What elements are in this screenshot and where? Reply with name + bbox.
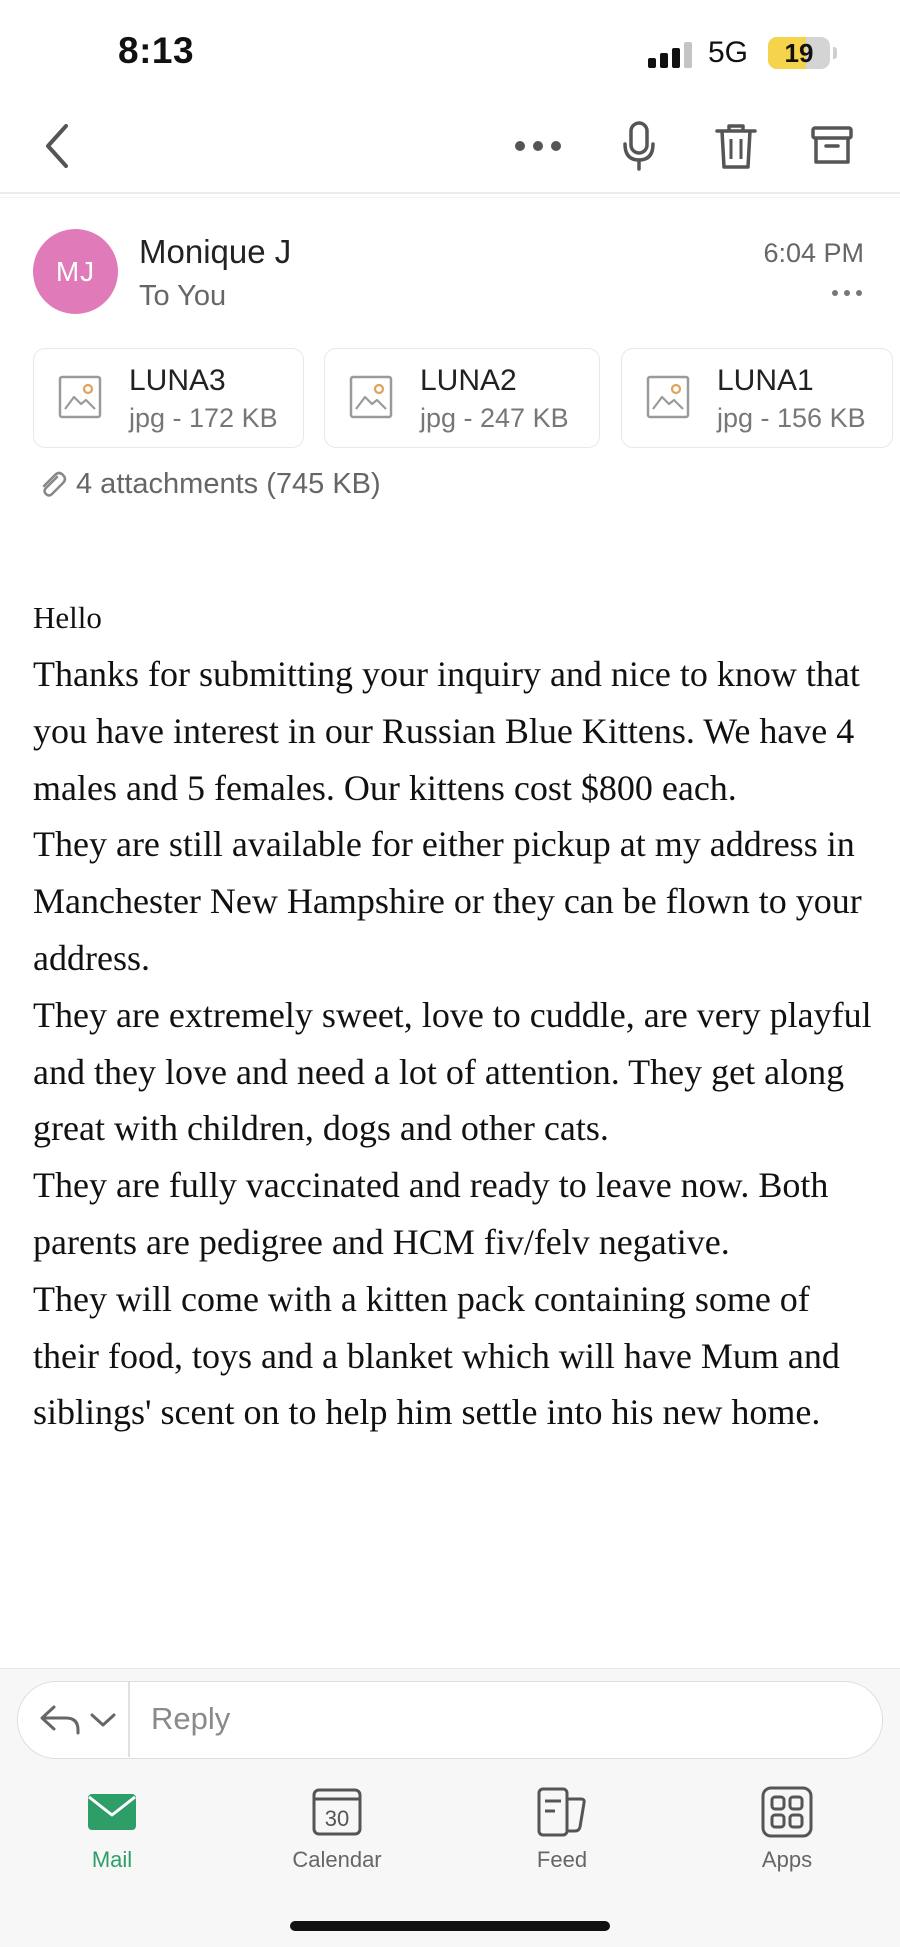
attachment-meta: jpg - 247 KB: [420, 403, 569, 433]
attachment-card[interactable]: [324, 348, 600, 448]
back-icon: [38, 122, 78, 170]
battery-cap: [833, 47, 837, 59]
attachment-name: LUNA2: [420, 364, 517, 397]
reply-options-button[interactable]: [38, 1696, 128, 1744]
image-file-icon: [646, 375, 690, 419]
attachment-meta: jpg - 156 KB: [717, 403, 866, 433]
calendar-icon: [310, 1785, 364, 1839]
reply-bar[interactable]: [17, 1681, 883, 1759]
back-button[interactable]: [26, 114, 90, 178]
toolbar-divider: [0, 192, 900, 194]
status-bar: [0, 0, 900, 100]
reply-icon: [38, 1703, 82, 1737]
tab-feed[interactable]: [487, 1785, 637, 1875]
archive-button[interactable]: [800, 114, 864, 178]
archive-icon: [810, 124, 854, 168]
tab-calendar[interactable]: [262, 1785, 412, 1875]
home-indicator[interactable]: [290, 1921, 610, 1931]
status-time: 8:13: [118, 30, 195, 71]
image-file-icon: [349, 375, 393, 419]
body-paragraph: They are still available for either pickup at my address in Manchester New Hampshire or they can be flown to your address.: [33, 824, 862, 978]
attachment-card[interactable]: [33, 348, 304, 448]
reply-separator: [128, 1682, 130, 1757]
image-file-icon: [58, 375, 102, 419]
battery-percent: 19: [784, 38, 814, 68]
body-paragraph: They are extremely sweet, love to cuddle, are very playful and they love and need a lot of attention. They get along great with children, dogs and other cats.: [33, 994, 872, 1149]
tab-label: Calendar: [292, 1847, 382, 1872]
tab-label: Apps: [761, 1847, 813, 1872]
paperclip-icon: [36, 469, 68, 501]
reply-input[interactable]: Reply: [151, 1701, 231, 1736]
attachment-name: LUNA3: [129, 364, 226, 397]
battery-icon: [768, 37, 830, 69]
chevron-down-icon: [88, 1710, 118, 1730]
message-time: 6:04 PM: [763, 238, 864, 268]
body-paragraph: They will come with a kitten pack containing some of their food, toys and a blanket which will have Mum and siblings' scent on to help him settle into his new home.: [33, 1278, 840, 1433]
message-body: [33, 590, 883, 1441]
attachment-name: LUNA1: [717, 364, 814, 397]
sender-name[interactable]: Monique J: [139, 233, 292, 270]
body-greeting: Hello: [33, 600, 102, 635]
sender-avatar[interactable]: MJ: [33, 229, 118, 314]
signal-strength-icon: [648, 42, 694, 68]
message-toolbar: [0, 100, 900, 192]
message-options-button[interactable]: [830, 286, 864, 300]
feed-icon: [535, 1785, 589, 1839]
attachment-row[interactable]: [33, 348, 900, 448]
mail-icon: [85, 1785, 139, 1839]
attachments-summary[interactable]: [36, 468, 381, 501]
body-paragraph: They are fully vaccinated and ready to leave now. Both parents are pedigree and HCM fiv/felv negative.: [33, 1165, 829, 1262]
microphone-button[interactable]: [607, 114, 671, 178]
more-icon: [513, 139, 563, 153]
more-button[interactable]: [506, 114, 570, 178]
recipient-line[interactable]: To You: [139, 280, 227, 312]
toolbar-divider-shadow: [0, 197, 900, 198]
attachment-card[interactable]: [621, 348, 893, 448]
apps-icon: [760, 1785, 814, 1839]
delete-button[interactable]: [704, 114, 768, 178]
calendar-day: 30: [324, 1806, 350, 1831]
network-type: 5G: [708, 36, 749, 69]
tab-label: Mail: [91, 1847, 133, 1872]
trash-icon: [714, 121, 758, 171]
body-paragraph: Thanks for submitting your inquiry and nice to know that you have interest in our Russian Blue Kittens. We have 4 males and 5 females. Our kittens cost $800 each.: [33, 654, 860, 808]
tab-mail[interactable]: [37, 1785, 187, 1875]
tab-apps[interactable]: [712, 1785, 862, 1875]
attachments-summary-text: 4 attachments (745 KB): [76, 468, 381, 500]
microphone-icon: [621, 120, 657, 172]
attachment-meta: jpg - 172 KB: [129, 403, 278, 433]
tab-label: Feed: [536, 1847, 588, 1872]
